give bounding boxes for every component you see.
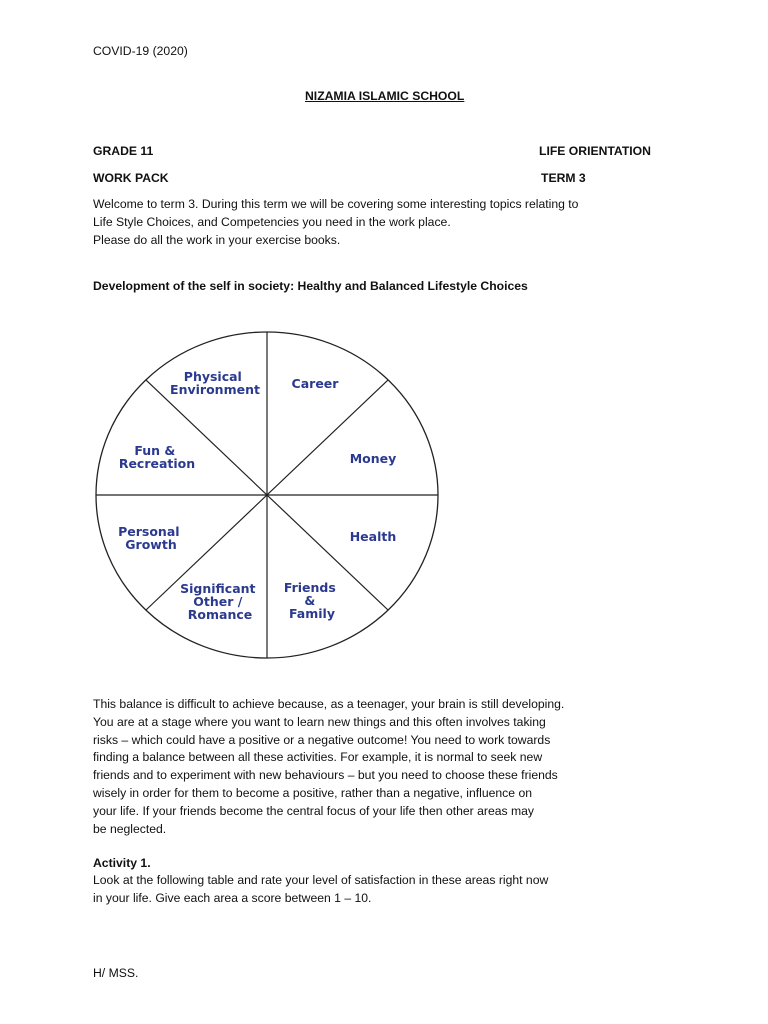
body-line: risks – which could have a positive or a negative outcome! You need to work towards bbox=[93, 732, 551, 747]
school-title: NIZAMIA ISLAMIC SCHOOL bbox=[305, 89, 465, 103]
life-balance-wheel bbox=[90, 328, 444, 664]
grade-label: GRADE 11 bbox=[93, 144, 154, 158]
section-title: Development of the self in society: Healthy and Balanced Lifestyle Choices bbox=[93, 279, 528, 293]
footer-initials: H/ MSS. bbox=[93, 966, 139, 980]
body-line: your life. If your friends become the central focus of your life then other areas may bbox=[93, 803, 534, 818]
intro-line: Welcome to term 3. During this term we will be covering some interesting topics relating to bbox=[93, 197, 579, 211]
covid-label: COVID-19 (2020) bbox=[93, 44, 188, 58]
body-line: You are at a stage where you want to learn new things and this often involves taking bbox=[93, 714, 546, 729]
body-line: finding a balance between all these activities. For example, it is normal to seek new bbox=[93, 750, 543, 765]
segment-physical-environment: Physical Environment bbox=[170, 369, 260, 397]
intro-paragraph bbox=[93, 196, 653, 249]
activity-title: Activity 1. bbox=[93, 856, 151, 870]
segment-fun-recreation: Fun & Recreation bbox=[118, 443, 196, 471]
body-line: This balance is difficult to achieve because, as a teenager, your brain is still developing. bbox=[93, 697, 565, 711]
activity-line: in your life. Give each area a score between 1 – 10. bbox=[93, 890, 372, 905]
segment-health: Health bbox=[349, 529, 397, 544]
intro-line: Life Style Choices, and Competencies you need in the work place. bbox=[93, 214, 451, 229]
segment-personal-growth: Personal Growth bbox=[118, 524, 180, 552]
segment-career: Career bbox=[291, 376, 339, 391]
term-label: TERM 3 bbox=[541, 171, 586, 185]
wheel-dividers bbox=[96, 332, 438, 658]
activity-line: Look at the following table and rate your level of satisfaction in these areas right now bbox=[93, 873, 549, 887]
segment-money: Money bbox=[349, 451, 397, 466]
intro-line: Please do all the work in your exercise books. bbox=[93, 232, 341, 247]
body-paragraph bbox=[93, 696, 653, 838]
segment-friends-family: Friends & Family bbox=[283, 580, 336, 621]
activity-instructions bbox=[93, 872, 653, 908]
segment-significant-other: Significant Other / Romance bbox=[180, 581, 256, 622]
body-line: friends and to experiment with new behaviours – but you need to choose these friends bbox=[93, 768, 558, 783]
body-line: wisely in order for them to become a positive, rather than a negative, influence on bbox=[93, 785, 532, 800]
work-pack-label: WORK PACK bbox=[93, 171, 169, 185]
body-line: be neglected. bbox=[93, 821, 167, 836]
subject-label: LIFE ORIENTATION bbox=[539, 144, 651, 158]
